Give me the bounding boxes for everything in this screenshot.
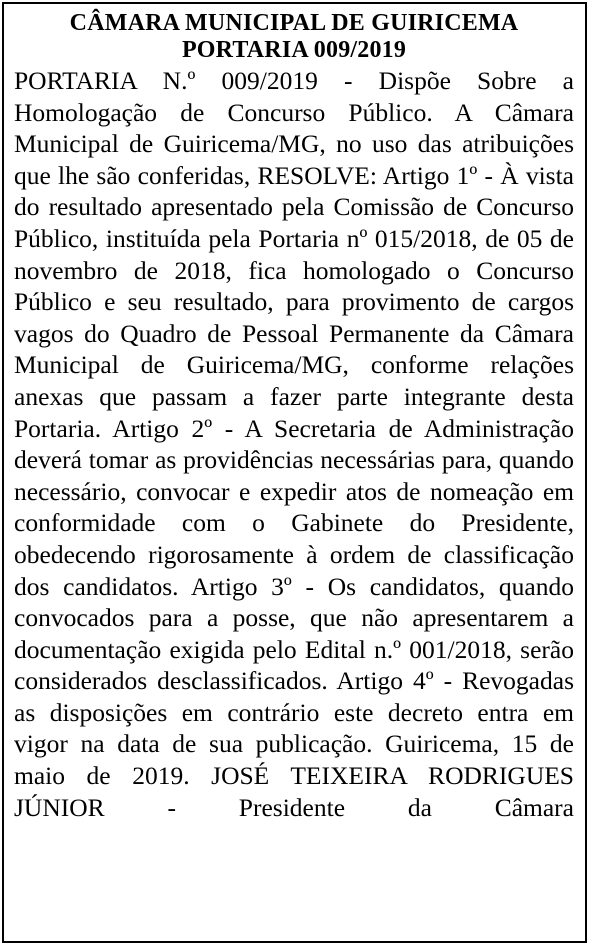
portaria-document	[14, 10, 574, 823]
institution-title: CÂMARA MUNICIPAL DE GUIRICEMA	[69, 10, 519, 36]
portaria-title: PORTARIA 009/2019	[181, 37, 407, 63]
document-header	[14, 10, 574, 64]
signer-name: JOSÉ TEIXEIRA RODRIGUES JÚNIOR	[14, 761, 574, 822]
signer-role: - Presidente da Câmara	[104, 792, 574, 822]
portaria-body-text: PORTARIA N.º 009/2019 - Dispõe Sobre a Homologação de Concurso Público. A Câmara Municipal de Guiricema/MG, no uso das atribuições que lhe são conferidas, RESOLVE: Artigo 1º - À vista do resultado apresentado pela Comissão de Concurso Público, instituída pela Portaria nº 015/2018, de 05 de novembro de 2018, fica homologado o Concurso Público e seu resultado, para provimento de cargos vagos do Quadro de Pessoal Permanente da Câmara Municipal de Guiricema/MG, conforme relações anexas que passam a fazer parte integrante desta Portaria. Artigo 2º - A Secretaria de Administração deverá tomar as providências necessárias para, quando necessário, convocar e expedir atos de nomeação em conformidade com o Gabinete do Presidente, obedecendo rigorosamente à ordem de classificação dos candidatos. Artigo 3º - Os candidatos, quando convocados para a posse, que não apresentarem a documentação exigida pelo Edital n.º 001/2018, serão considerados desclassificados. Artigo 4º - Revogadas as disposições em contrário este decreto entra em vigor na data de sua publicação. Guiricema, 15 de maio de 2019.	[14, 66, 574, 791]
portaria-body	[14, 65, 574, 823]
